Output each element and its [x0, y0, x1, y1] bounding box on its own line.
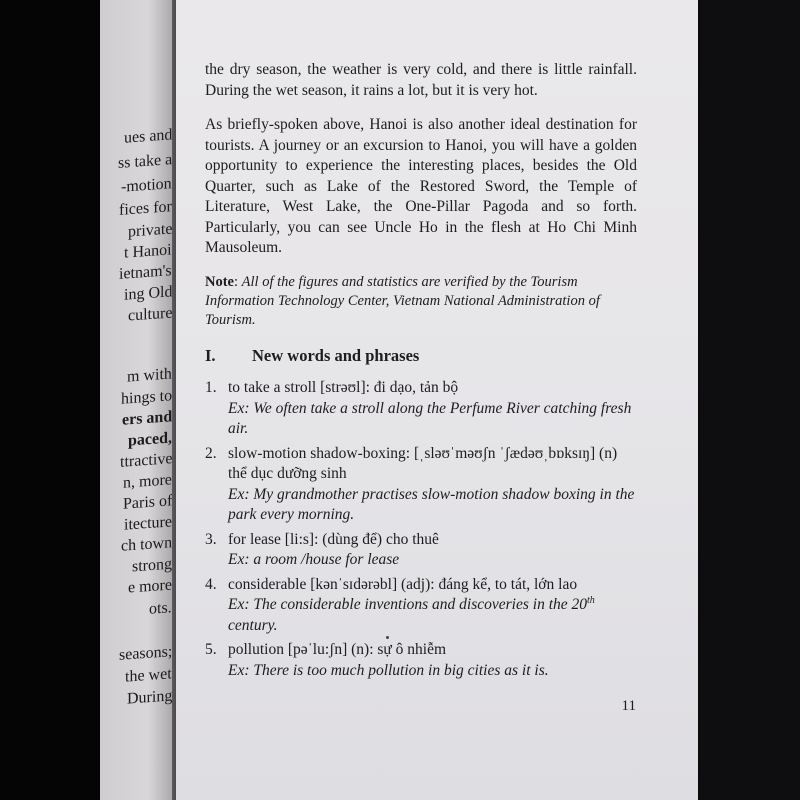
vocab-example: Ex: My grandmother practises slow-motion shadow boxing in the park every morning. [228, 485, 635, 523]
item-index: 4. [205, 575, 217, 593]
vocab-entry: for lease [li:s]: (dùng để) cho thuê [228, 530, 439, 548]
note-colon: : [234, 273, 242, 290]
left-page-fragment: During [126, 687, 172, 708]
left-page-fragment: ttractive [119, 450, 172, 471]
left-page-fragment: itecture [124, 513, 172, 534]
left-page-fragment: -motion [121, 175, 172, 196]
left-page-fragment: seasons; [118, 643, 172, 664]
left-page-fragment: ch town [120, 534, 172, 555]
background-right [700, 0, 800, 800]
left-page-fragment: ing Old [123, 283, 172, 304]
vocab-example: Ex: There is too much pollution in big cities as it is. [228, 661, 549, 679]
item-index: 2. [205, 444, 217, 462]
note-block [205, 273, 637, 330]
section-heading [205, 346, 637, 367]
left-page-fragment: fices for [119, 198, 172, 219]
left-page-fragment: ss take a [117, 151, 172, 172]
background-left [0, 0, 100, 800]
vocab-example [228, 595, 637, 636]
left-page-fragment: t Hanoi [124, 241, 172, 262]
note-body: All of the figures and statistics are verified by the Tourism Information Technology Center, Vietnam National Administration of Tourism. [205, 273, 600, 328]
left-page-fragment: ues and [123, 126, 172, 147]
left-page-fragment: e more [128, 576, 172, 597]
book-page [176, 0, 698, 800]
left-page-fragment: m with [127, 365, 172, 386]
note-label: Note [205, 273, 234, 290]
left-page-fragment: ietnam's [119, 262, 172, 283]
list-item [205, 378, 637, 440]
list-item [205, 575, 637, 637]
paragraph-tourism: As briefly-spoken above, Hanoi is also another ideal destination for tourists. A journey or an excursion to Hanoi, you will have a golden opportunity to experience the interesting places, besides the Old Quarter, such as Lake of the Restored Sword, the Temple of Literature, West Lake, the One-Pillar Pagoda and so forth. Particularly, you can see Uncle Ho in the flesh at Ho Chi Minh Mausoleum. [205, 116, 637, 256]
left-page-fragment: paced, [128, 429, 172, 450]
left-page-fragment: ots. [149, 599, 172, 618]
section-title: New words and phrases [252, 345, 420, 365]
left-page-fragment: private [127, 220, 172, 241]
left-page-fragment: the wet [125, 665, 172, 686]
left-page-fragment: Paris of [122, 492, 172, 513]
example-text-end: century. [228, 616, 278, 634]
paragraph-weather: the dry season, the weather is very cold, and there is little rainfall. During the wet season, it rains a lot, but it is very hot. [205, 61, 637, 99]
left-facing-page [100, 0, 180, 800]
vocab-entry: slow-motion shadow-boxing: [ˌsləʊˈməʊʃn ˈʃædəʊˌbɒksɪŋ] (n) thể dục dưỡng sinh [228, 444, 618, 482]
example-text: Ex: The considerable inventions and discoveries in the 20 [228, 596, 588, 613]
section-number: I. [205, 345, 216, 365]
left-page-fragment: hings to [120, 387, 172, 408]
page-text-block [205, 60, 637, 685]
superscript: th [587, 594, 595, 606]
vocab-entry: considerable [kənˈsɪdərəbl] (adj): đáng kể, to tát, lớn lao [228, 575, 578, 593]
left-page-fragment: strong [132, 555, 172, 576]
left-page-fragment: ers and [121, 408, 172, 429]
paper-speck [386, 636, 389, 639]
vocab-entry: to take a stroll [strəʊl]: đi dạo, tản bộ [228, 379, 459, 396]
left-page-fragment: n, more [123, 471, 172, 492]
left-page-fragment: culture [127, 304, 172, 325]
vocab-entry: pollution [pəˈlu:ʃn] (n): sự ô nhiễm [228, 641, 447, 658]
item-index: 5. [205, 641, 217, 658]
vocab-example: Ex: We often take a stroll along the Perfume River catching fresh air. [228, 399, 632, 437]
list-item [205, 640, 637, 681]
vocabulary-list [205, 378, 637, 681]
list-item [205, 530, 637, 571]
list-item [205, 444, 637, 526]
page-number: 11 [621, 698, 636, 714]
item-index: 3. [205, 530, 217, 548]
item-index: 1. [205, 379, 217, 396]
vocab-example: Ex: a room /house for lease [228, 551, 400, 568]
